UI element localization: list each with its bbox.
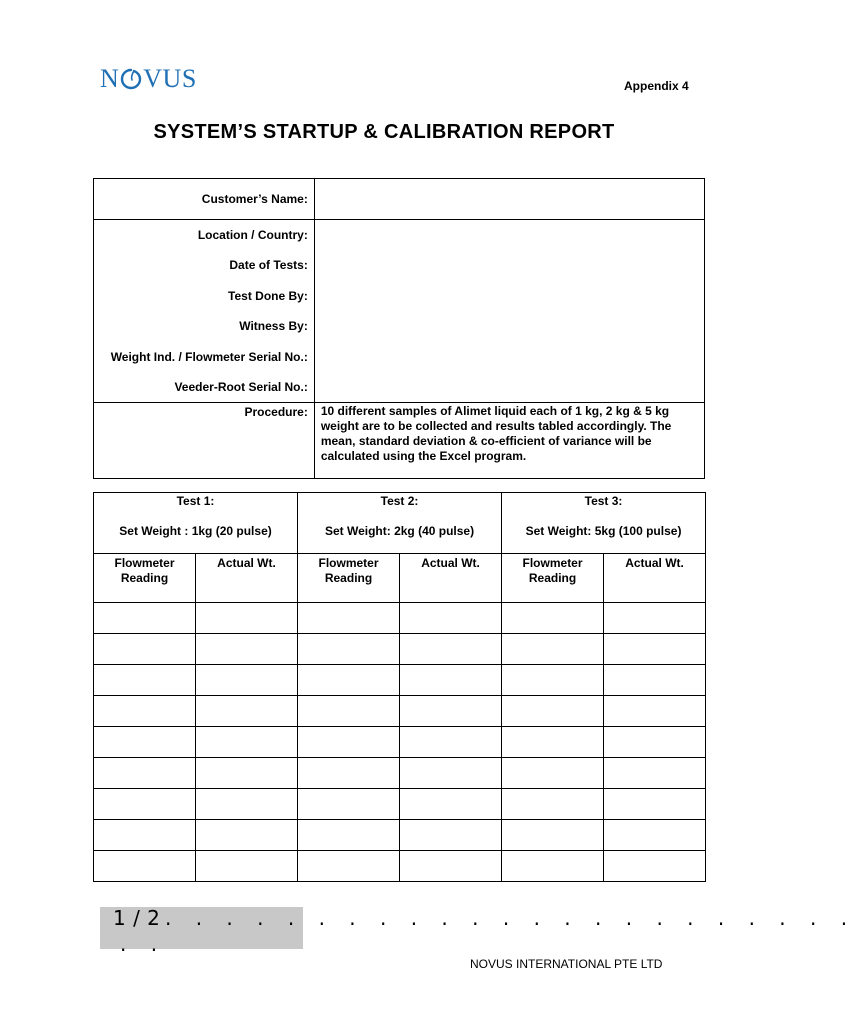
entry-cell[interactable]: [196, 851, 298, 882]
column-header-row: [94, 554, 706, 603]
entry-cell[interactable]: [298, 603, 400, 634]
logo-letter-n: N: [100, 64, 120, 93]
entry-cell[interactable]: [94, 603, 196, 634]
test-3-flowmeter-header: Flowmeter Reading: [502, 554, 604, 603]
customer-name-row: [94, 179, 705, 220]
test-1-title: Test 1:: [176, 494, 215, 508]
test-1-header: [94, 493, 298, 554]
entry-cell[interactable]: [94, 820, 196, 851]
entry-cell[interactable]: [94, 727, 196, 758]
page-title: SYSTEM’S STARTUP & CALIBRATION REPORT: [153, 121, 615, 143]
entry-cell[interactable]: [604, 665, 706, 696]
entry-cell[interactable]: [400, 851, 502, 882]
customer-name-field[interactable]: [314, 179, 704, 220]
entry-cell[interactable]: [298, 851, 400, 882]
dot-leader: . . . . . . . . . . . . . . . . . . . . . . .: [165, 906, 856, 930]
entry-cell[interactable]: [94, 758, 196, 789]
table-row: [94, 634, 706, 665]
entry-cell[interactable]: [502, 820, 604, 851]
details-labels: [94, 220, 315, 403]
appendix-label: Appendix 4: [624, 79, 689, 93]
test-2-header: [298, 493, 502, 554]
entry-cell[interactable]: [298, 634, 400, 665]
entry-cell[interactable]: [604, 789, 706, 820]
entry-cell[interactable]: [400, 634, 502, 665]
serial-label: Weight Ind. / Flowmeter Serial No.:: [110, 349, 308, 364]
location-label: Location / Country:: [197, 228, 308, 242]
test-header-row: [94, 493, 706, 554]
entry-cell[interactable]: [604, 758, 706, 789]
table-row: [94, 696, 706, 727]
footer-company: NOVUS INTERNATIONAL PTE LTD: [470, 957, 663, 971]
entry-cell[interactable]: [604, 851, 706, 882]
test-3-header: [502, 493, 706, 554]
entry-cell[interactable]: [400, 820, 502, 851]
entry-cell[interactable]: [502, 603, 604, 634]
entry-cell[interactable]: [502, 665, 604, 696]
test-3-title: Test 3:: [584, 494, 623, 508]
test-1-flowmeter-header: Flowmeter Reading: [94, 554, 196, 603]
table-row: [94, 820, 706, 851]
novus-logo: [100, 63, 197, 95]
entry-cell[interactable]: [196, 820, 298, 851]
entry-cell[interactable]: [502, 758, 604, 789]
entry-cell[interactable]: [94, 789, 196, 820]
logo-o-swirl-icon: [120, 68, 142, 90]
entry-cell[interactable]: [604, 634, 706, 665]
page-number: 1 / 2: [113, 906, 161, 930]
entry-cell[interactable]: [604, 696, 706, 727]
customer-name-label: Customer’s Name:: [94, 179, 315, 220]
test-2-title: Test 2:: [380, 494, 419, 508]
veeder-label: Veeder-Root Serial No.:: [174, 379, 308, 394]
entry-cell[interactable]: [94, 851, 196, 882]
test-1-set-weight: Set Weight : 1kg (20 pulse): [119, 524, 272, 538]
entry-cell[interactable]: [400, 727, 502, 758]
entry-cell[interactable]: [502, 851, 604, 882]
entry-cell[interactable]: [196, 634, 298, 665]
test-2-flowmeter-header: Flowmeter Reading: [298, 554, 400, 603]
entry-cell[interactable]: [94, 634, 196, 665]
entry-cell[interactable]: [502, 634, 604, 665]
entry-cell[interactable]: [400, 696, 502, 727]
entry-cell[interactable]: [502, 696, 604, 727]
entry-cell[interactable]: [196, 696, 298, 727]
entry-cell[interactable]: [400, 603, 502, 634]
table-row: [94, 665, 706, 696]
entry-cell[interactable]: [94, 696, 196, 727]
test-3-set-weight: Set Weight: 5kg (100 pulse): [525, 524, 682, 538]
entry-cell[interactable]: [196, 665, 298, 696]
table-row: [94, 603, 706, 634]
table-row: [94, 758, 706, 789]
witness-label: Witness By:: [239, 319, 308, 334]
entry-cell[interactable]: [298, 665, 400, 696]
procedure-label: Procedure:: [94, 403, 315, 479]
procedure-text: 10 different samples of Alimet liquid each of 1 kg, 2 kg & 5 kg weight are to be collected and results tabled accordingly. The mean, standard deviation & co-efficient of variance will be calculated using the Excel program.: [314, 403, 704, 479]
entry-cell[interactable]: [298, 696, 400, 727]
dot-leader-continued: . .: [120, 932, 167, 956]
entry-cell[interactable]: [604, 603, 706, 634]
entry-cell[interactable]: [604, 820, 706, 851]
logo-letters-vus: VUS: [143, 64, 197, 93]
entry-cell[interactable]: [298, 789, 400, 820]
details-row: [94, 220, 705, 403]
entry-cell[interactable]: [298, 727, 400, 758]
test-done-by-label: Test Done By:: [228, 288, 308, 303]
test-3-actual-header: Actual Wt.: [604, 554, 706, 603]
details-field[interactable]: [314, 220, 704, 403]
logo-text: [100, 64, 197, 94]
table-row: [94, 727, 706, 758]
entry-cell[interactable]: [400, 665, 502, 696]
test-1-actual-header: Actual Wt.: [196, 554, 298, 603]
entry-cell[interactable]: [196, 603, 298, 634]
test-results-table: [93, 492, 706, 882]
table-row: [94, 789, 706, 820]
customer-info-table: [93, 178, 705, 479]
date-label: Date of Tests:: [229, 258, 308, 273]
test-data-rows: [94, 603, 706, 882]
entry-cell[interactable]: [502, 727, 604, 758]
entry-cell[interactable]: [196, 789, 298, 820]
entry-cell[interactable]: [298, 758, 400, 789]
entry-cell[interactable]: [94, 665, 196, 696]
entry-cell[interactable]: [196, 758, 298, 789]
test-2-actual-header: Actual Wt.: [400, 554, 502, 603]
procedure-row: [94, 403, 705, 479]
entry-cell[interactable]: [298, 820, 400, 851]
table-row: [94, 851, 706, 882]
entry-cell[interactable]: [604, 727, 706, 758]
entry-cell[interactable]: [502, 789, 604, 820]
entry-cell[interactable]: [196, 727, 298, 758]
entry-cell[interactable]: [400, 789, 502, 820]
test-2-set-weight: Set Weight: 2kg (40 pulse): [324, 524, 475, 538]
entry-cell[interactable]: [400, 758, 502, 789]
